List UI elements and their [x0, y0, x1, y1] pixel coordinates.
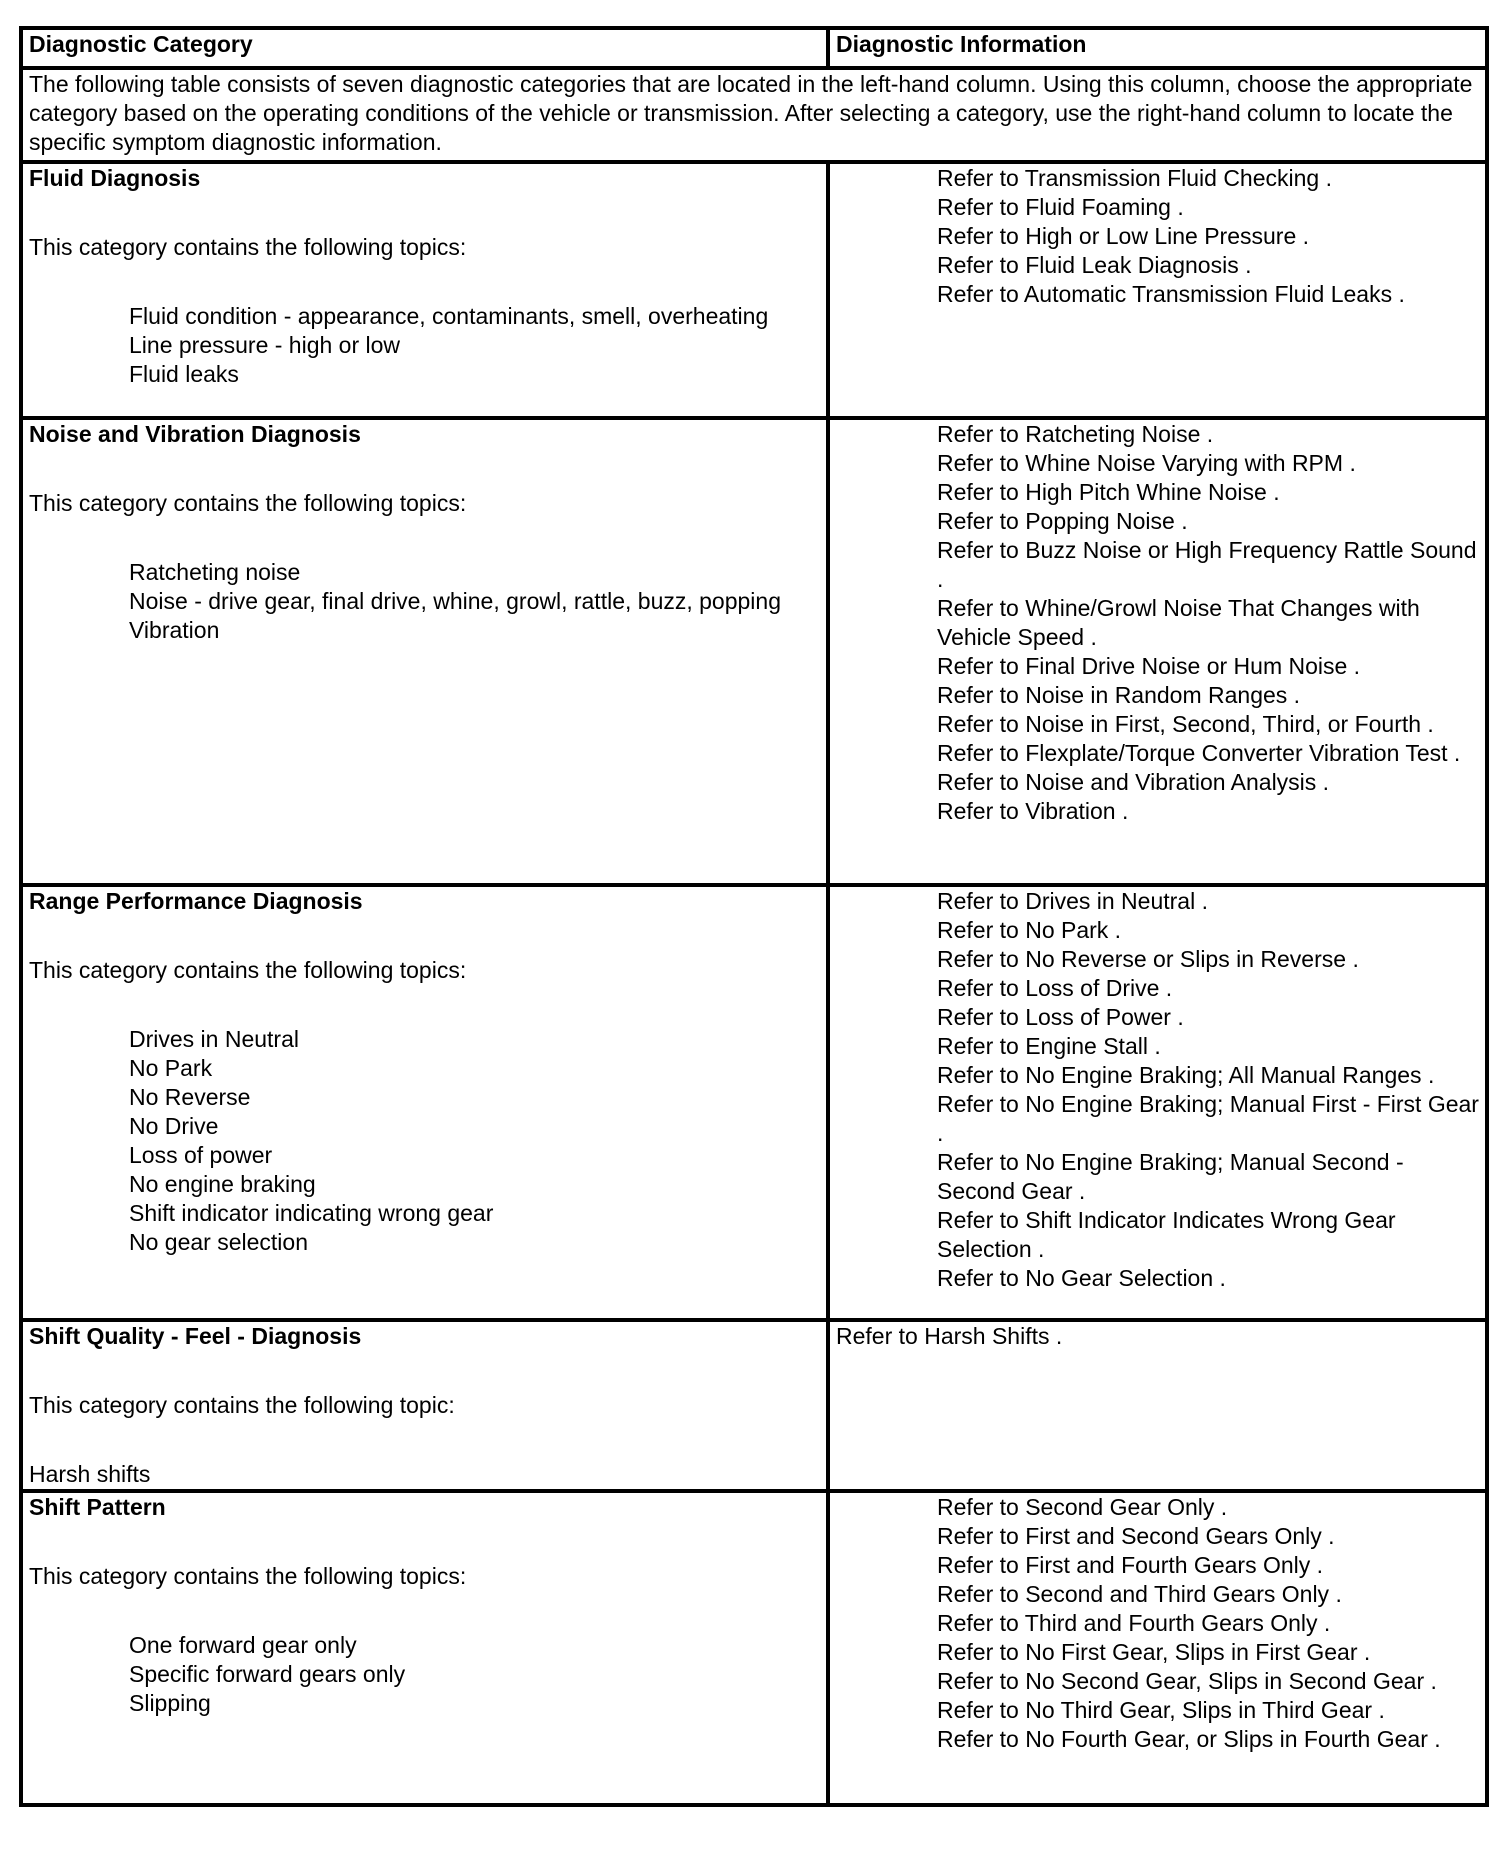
- information-cell: [828, 162, 1487, 418]
- table-row: [21, 885, 1487, 1320]
- category-title: Shift Pattern: [29, 1494, 166, 1520]
- reference-link[interactable]: Refer to Popping Noise .: [937, 508, 1188, 534]
- reference-link[interactable]: Refer to No Engine Braking; Manual Second - Second Gear .: [937, 1149, 1404, 1204]
- reference-link[interactable]: Refer to Flexplate/Torque Converter Vibration Test .: [937, 740, 1461, 766]
- topic-list: [29, 1631, 820, 1718]
- reference-link[interactable]: Refer to Loss of Drive .: [937, 975, 1173, 1001]
- topic-item: Fluid condition - appearance, contaminants, smell, overheating: [129, 303, 769, 329]
- topic-list: [29, 1025, 820, 1257]
- reference-link[interactable]: Refer to First and Second Gears Only .: [937, 1523, 1335, 1549]
- reference-link[interactable]: Refer to Buzz Noise or High Frequency Rattle Sound .: [937, 537, 1477, 592]
- category-cell: [21, 1491, 828, 1805]
- topic-item: Harsh shifts: [29, 1461, 151, 1487]
- topic-item: Drives in Neutral: [129, 1026, 299, 1052]
- topic-item: No Park: [129, 1055, 213, 1081]
- reference-link[interactable]: Refer to No Gear Selection .: [937, 1265, 1226, 1291]
- category-title: Fluid Diagnosis: [29, 165, 201, 191]
- reference-link[interactable]: Refer to Second Gear Only .: [937, 1494, 1228, 1520]
- reference-link[interactable]: Refer to No Reverse or Slips in Reverse .: [937, 946, 1359, 972]
- category-title: Noise and Vibration Diagnosis: [29, 421, 361, 447]
- topic-list: [29, 1460, 820, 1489]
- reference-list: [836, 1322, 1479, 1351]
- table-row: [21, 418, 1487, 885]
- reference-link[interactable]: Refer to Final Drive Noise or Hum Noise .: [937, 653, 1361, 679]
- reference-link[interactable]: Refer to Noise in First, Second, Third, or Fourth .: [937, 711, 1434, 737]
- category-title: Shift Quality - Feel - Diagnosis: [29, 1323, 362, 1349]
- reference-list: [836, 420, 1479, 826]
- reference-link[interactable]: Refer to Whine Noise Varying with RPM .: [937, 450, 1356, 476]
- reference-link[interactable]: Refer to Automatic Transmission Fluid Leaks .: [937, 281, 1405, 307]
- intro-row: [21, 68, 1487, 162]
- topic-list: [29, 558, 820, 645]
- reference-link[interactable]: Refer to No First Gear, Slips in First Gear .: [937, 1639, 1371, 1665]
- category-description: This category contains the following topic:: [29, 1392, 455, 1418]
- reference-link[interactable]: Refer to No Engine Braking; Manual First - First Gear .: [937, 1091, 1479, 1146]
- reference-link[interactable]: Refer to Harsh Shifts .: [836, 1323, 1063, 1349]
- topic-list: [29, 302, 820, 389]
- reference-link[interactable]: Refer to Third and Fourth Gears Only .: [937, 1610, 1331, 1636]
- reference-link[interactable]: Refer to Noise in Random Ranges .: [937, 682, 1301, 708]
- topic-item: Line pressure - high or low: [129, 332, 401, 358]
- category-cell: [21, 885, 828, 1320]
- topic-item: No Drive: [129, 1113, 219, 1139]
- topic-item: Shift indicator indicating wrong gear: [129, 1200, 494, 1226]
- reference-link[interactable]: Refer to Transmission Fluid Checking .: [937, 165, 1332, 191]
- reference-link[interactable]: Refer to Second and Third Gears Only .: [937, 1581, 1342, 1607]
- topic-item: No Reverse: [129, 1084, 251, 1110]
- category-cell: [21, 1320, 828, 1491]
- topic-item: No engine braking: [129, 1171, 316, 1197]
- table-row: [21, 1320, 1487, 1491]
- reference-link[interactable]: Refer to No Fourth Gear, or Slips in Fourth Gear .: [937, 1726, 1441, 1752]
- reference-link[interactable]: Refer to High or Low Line Pressure .: [937, 223, 1310, 249]
- reference-link[interactable]: Refer to No Park .: [937, 917, 1122, 943]
- table-row: [21, 1491, 1487, 1805]
- reference-link[interactable]: Refer to Drives in Neutral .: [937, 888, 1208, 914]
- reference-link[interactable]: Refer to No Third Gear, Slips in Third Gear .: [937, 1697, 1385, 1723]
- information-cell: [828, 418, 1487, 885]
- topic-item: Slipping: [129, 1690, 211, 1716]
- category-description: This category contains the following topics:: [29, 234, 467, 260]
- reference-link[interactable]: Refer to High Pitch Whine Noise .: [937, 479, 1280, 505]
- reference-link[interactable]: Refer to Noise and Vibration Analysis .: [937, 769, 1330, 795]
- category-cell: [21, 418, 828, 885]
- reference-list: [836, 1493, 1479, 1754]
- reference-list: [836, 887, 1479, 1293]
- topic-item: No gear selection: [129, 1229, 308, 1255]
- reference-link[interactable]: Refer to Vibration .: [937, 798, 1129, 824]
- topic-item: Loss of power: [129, 1142, 273, 1168]
- column-header-category: Diagnostic Category: [21, 28, 828, 68]
- column-header-information: Diagnostic Information: [828, 28, 1487, 68]
- topic-item: Fluid leaks: [129, 361, 239, 387]
- category-title: Range Performance Diagnosis: [29, 888, 363, 914]
- category-description: This category contains the following topics:: [29, 1563, 467, 1589]
- intro-text: The following table consists of seven diagnostic categories that are located in the left-hand column. Using this column, choose the appropriate category based on the operating conditions of the vehicle or transmission. After selecting a category, use the right-hand column to locate the specific symptom diagnostic information.: [21, 68, 1487, 162]
- reference-link[interactable]: Refer to First and Fourth Gears Only .: [937, 1552, 1324, 1578]
- information-cell: [828, 1320, 1487, 1491]
- reference-link[interactable]: Refer to Shift Indicator Indicates Wrong Gear Selection .: [937, 1207, 1396, 1262]
- category-description: This category contains the following topics:: [29, 490, 467, 516]
- topic-item: Vibration: [129, 617, 220, 643]
- reference-link[interactable]: Refer to No Engine Braking; All Manual Ranges .: [937, 1062, 1435, 1088]
- reference-link[interactable]: Refer to Engine Stall .: [937, 1033, 1161, 1059]
- reference-link[interactable]: Refer to Whine/Growl Noise That Changes with Vehicle Speed .: [937, 595, 1420, 650]
- topic-item: Ratcheting noise: [129, 559, 301, 585]
- reference-list: [836, 164, 1479, 309]
- reference-link[interactable]: Refer to Fluid Leak Diagnosis .: [937, 252, 1252, 278]
- reference-link[interactable]: Refer to Fluid Foaming .: [937, 194, 1184, 220]
- category-description: This category contains the following topics:: [29, 957, 467, 983]
- information-cell: [828, 1491, 1487, 1805]
- table-header-row: [21, 28, 1487, 68]
- category-cell: [21, 162, 828, 418]
- reference-link[interactable]: Refer to Ratcheting Noise .: [937, 421, 1214, 447]
- information-cell: [828, 885, 1487, 1320]
- reference-link[interactable]: Refer to No Second Gear, Slips in Second Gear .: [937, 1668, 1437, 1694]
- diagnostic-table: [19, 26, 1489, 1807]
- table-row: [21, 162, 1487, 418]
- topic-item: Noise - drive gear, final drive, whine, growl, rattle, buzz, popping: [129, 588, 781, 614]
- topic-item: One forward gear only: [129, 1632, 357, 1658]
- topic-item: Specific forward gears only: [129, 1661, 406, 1687]
- reference-link[interactable]: Refer to Loss of Power .: [937, 1004, 1184, 1030]
